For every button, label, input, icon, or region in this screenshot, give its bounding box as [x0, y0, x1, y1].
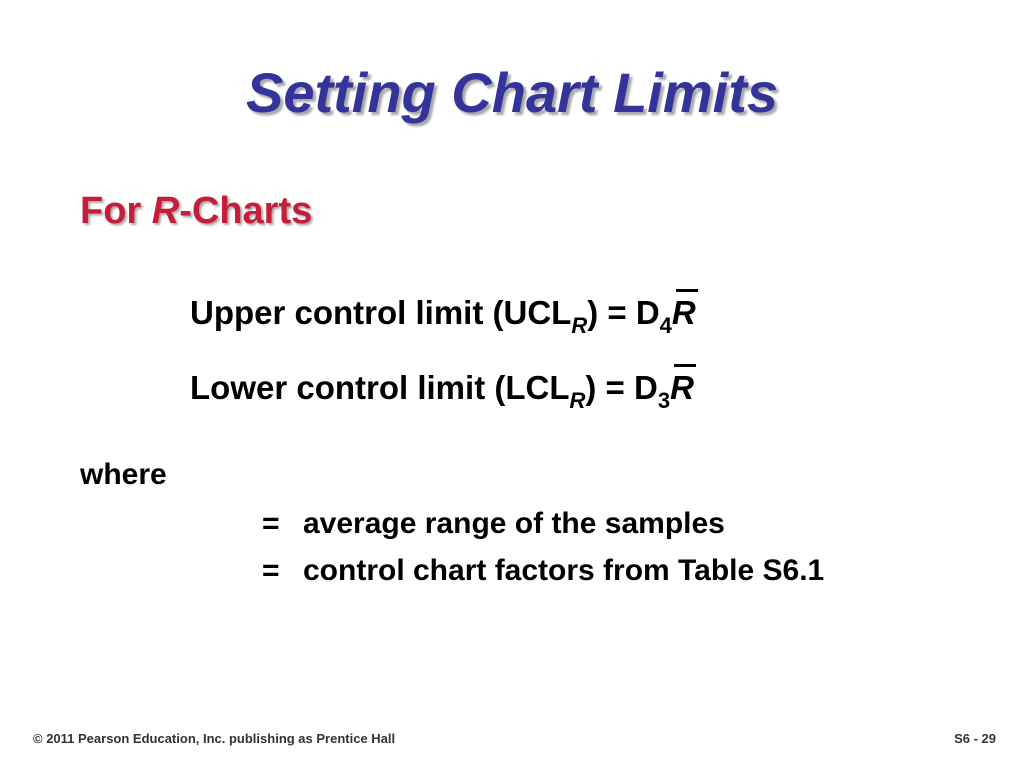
ucl-rbar: R: [671, 294, 696, 331]
lcl-equals: ) = D: [585, 369, 658, 406]
ucl-label: Upper control limit (UCL: [190, 294, 572, 331]
subheading-prefix: For: [80, 190, 152, 232]
footer-copyright: © 2011 Pearson Education, Inc. publishing as Prentice Hall: [33, 731, 396, 746]
where-label: where: [80, 458, 167, 491]
subheading: [80, 190, 312, 233]
lcl-formula: [190, 369, 694, 413]
ucl-subscript: R: [571, 313, 588, 338]
ucl-equals: ) = D: [587, 294, 660, 331]
lcl-factor-subscript: 3: [657, 388, 671, 413]
definition-equals: =: [262, 507, 280, 540]
slide-title: Setting Chart Limits: [245, 61, 779, 124]
subheading-italic-r: R: [151, 190, 180, 232]
definition-text: control chart factors from Table S6.1: [303, 554, 825, 587]
lcl-rbar: R: [670, 369, 694, 406]
footer-page-number: S6 - 29: [954, 731, 996, 746]
lcl-label: Lower control limit (LCL: [190, 369, 570, 406]
ucl-factor-subscript: 4: [659, 313, 672, 338]
subheading-suffix: -Charts: [179, 190, 313, 232]
ucl-formula: [190, 294, 696, 338]
definition-text: average range of the samples: [303, 507, 725, 540]
definition-equals: =: [262, 554, 280, 587]
lcl-subscript: R: [569, 388, 586, 413]
